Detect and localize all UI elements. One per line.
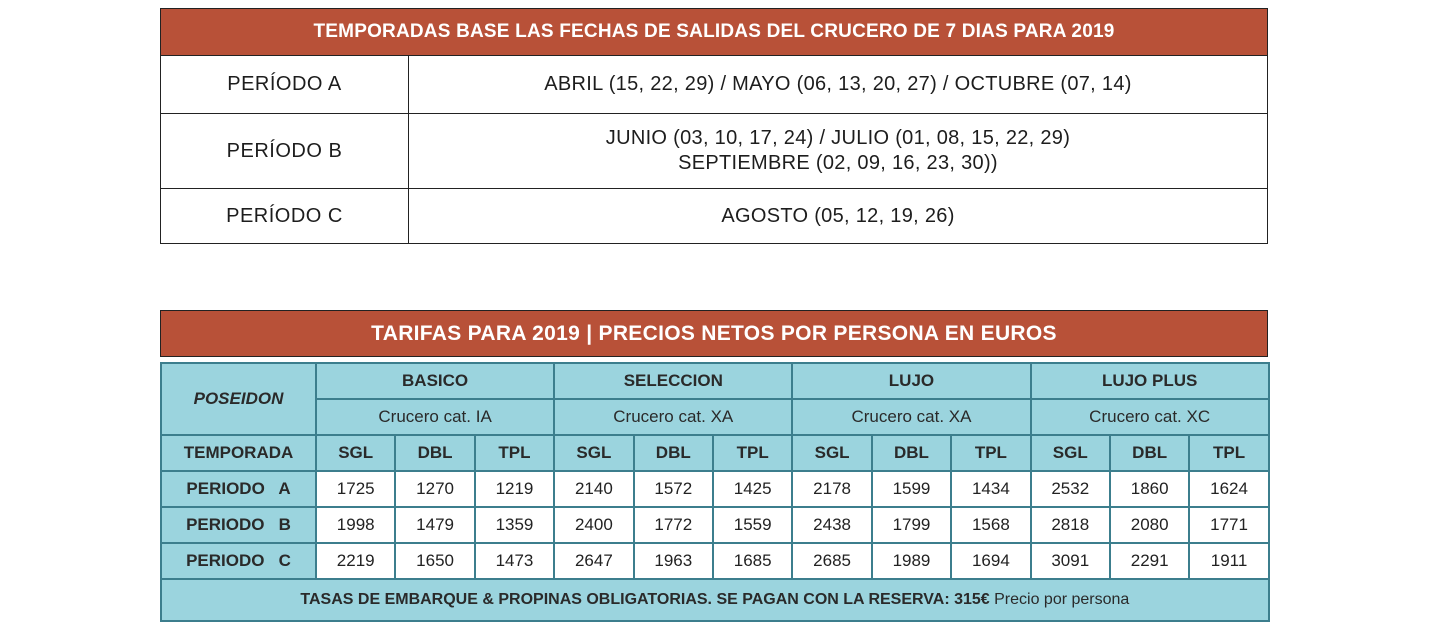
price-row — [161, 471, 1269, 507]
season-dates — [409, 56, 1267, 113]
seasons-title: TEMPORADAS BASE LAS FECHAS DE SALIDAS DEL CRUCERO DE 7 DIAS PARA 2019 — [161, 9, 1267, 56]
occupancy-header: TPL — [475, 435, 554, 471]
footer-bold-text: TASAS DE EMBARQUE & PROPINAS OBLIGATORIAS. SE PAGAN CON LA RESERVA: 315€ — [300, 591, 990, 608]
price-cell: 3091 — [1031, 543, 1110, 579]
group-category: Crucero cat. IA — [316, 399, 554, 435]
group-name: SELECCION — [554, 363, 792, 399]
price-cell: 1685 — [713, 543, 792, 579]
occupancy-header: DBL — [634, 435, 713, 471]
occupancy-header: DBL — [1110, 435, 1189, 471]
season-row-a — [161, 56, 1267, 114]
prices-footer-note — [161, 579, 1269, 621]
occupancy-header: TPL — [951, 435, 1030, 471]
price-cell: 2685 — [792, 543, 871, 579]
price-cell: 1860 — [1110, 471, 1189, 507]
occupancy-header: SGL — [1031, 435, 1110, 471]
seasons-table — [160, 8, 1268, 244]
price-cell: 2400 — [554, 507, 633, 543]
group-name: LUJO PLUS — [1031, 363, 1269, 399]
price-cell: 2178 — [792, 471, 871, 507]
season-dates — [409, 114, 1267, 188]
prices-title: TARIFAS PARA 2019 | PRECIOS NETOS POR PERSONA EN EUROS — [160, 310, 1268, 357]
occupancy-header: SGL — [792, 435, 871, 471]
price-cell: 2818 — [1031, 507, 1110, 543]
price-cell: 2080 — [1110, 507, 1189, 543]
season-dates-line: AGOSTO (05, 12, 19, 26) — [721, 205, 955, 227]
price-cell: 2532 — [1031, 471, 1110, 507]
price-cell: 1998 — [316, 507, 395, 543]
ship-name: POSEIDON — [161, 363, 316, 435]
price-cell: 1694 — [951, 543, 1030, 579]
season-label: PERÍODO C — [161, 189, 409, 244]
prices-occupancy-row — [161, 435, 1269, 471]
price-cell: 1572 — [634, 471, 713, 507]
price-cell: 2647 — [554, 543, 633, 579]
prices-footer-row — [161, 579, 1269, 621]
group-name: LUJO — [792, 363, 1030, 399]
prices-table — [160, 362, 1270, 622]
price-cell: 1771 — [1189, 507, 1268, 543]
season-row-b — [161, 114, 1267, 189]
price-cell: 1270 — [395, 471, 474, 507]
season-dates — [409, 189, 1267, 244]
price-row-label: PERIODO C — [161, 543, 316, 579]
group-name: BASICO — [316, 363, 554, 399]
group-category: Crucero cat. XA — [792, 399, 1030, 435]
season-dates-line: ABRIL (15, 22, 29) / MAYO (06, 13, 20, 27) / OCTUBRE (07, 14) — [544, 73, 1132, 95]
footer-light-text: Precio por persona — [989, 591, 1130, 608]
price-cell: 1772 — [634, 507, 713, 543]
price-cell: 1425 — [713, 471, 792, 507]
price-cell: 1624 — [1189, 471, 1268, 507]
occupancy-header: DBL — [872, 435, 951, 471]
price-cell: 1568 — [951, 507, 1030, 543]
price-cell: 1359 — [475, 507, 554, 543]
price-cell: 1911 — [1189, 543, 1268, 579]
price-row-label: PERIODO A — [161, 471, 316, 507]
price-cell: 1434 — [951, 471, 1030, 507]
price-row — [161, 507, 1269, 543]
price-cell: 1599 — [872, 471, 951, 507]
occupancy-header: SGL — [316, 435, 395, 471]
group-category: Crucero cat. XC — [1031, 399, 1269, 435]
price-cell: 2219 — [316, 543, 395, 579]
season-label: PERÍODO B — [161, 114, 409, 188]
season-dates-line: SEPTIEMBRE (02, 09, 16, 23, 30)) — [678, 152, 998, 174]
price-row-label: PERIODO B — [161, 507, 316, 543]
occupancy-header: SGL — [554, 435, 633, 471]
prices-group-header-row — [161, 363, 1269, 399]
price-cell: 1799 — [872, 507, 951, 543]
price-cell: 1559 — [713, 507, 792, 543]
occupancy-header: TPL — [713, 435, 792, 471]
price-cell: 1219 — [475, 471, 554, 507]
season-column-header: TEMPORADA — [161, 435, 316, 471]
season-dates-line: JUNIO (03, 10, 17, 24) / JULIO (01, 08, 15, 22, 29) — [605, 127, 1071, 149]
price-cell: 2291 — [1110, 543, 1189, 579]
occupancy-header: DBL — [395, 435, 474, 471]
season-label: PERÍODO A — [161, 56, 409, 113]
group-category: Crucero cat. XA — [554, 399, 792, 435]
price-row — [161, 543, 1269, 579]
price-cell: 1479 — [395, 507, 474, 543]
prices-category-row — [161, 399, 1269, 435]
occupancy-header: TPL — [1189, 435, 1268, 471]
season-row-c — [161, 189, 1267, 244]
price-cell: 2140 — [554, 471, 633, 507]
price-cell: 1473 — [475, 543, 554, 579]
price-cell: 1989 — [872, 543, 951, 579]
price-cell: 1725 — [316, 471, 395, 507]
price-cell: 2438 — [792, 507, 871, 543]
price-cell: 1650 — [395, 543, 474, 579]
price-cell: 1963 — [634, 543, 713, 579]
